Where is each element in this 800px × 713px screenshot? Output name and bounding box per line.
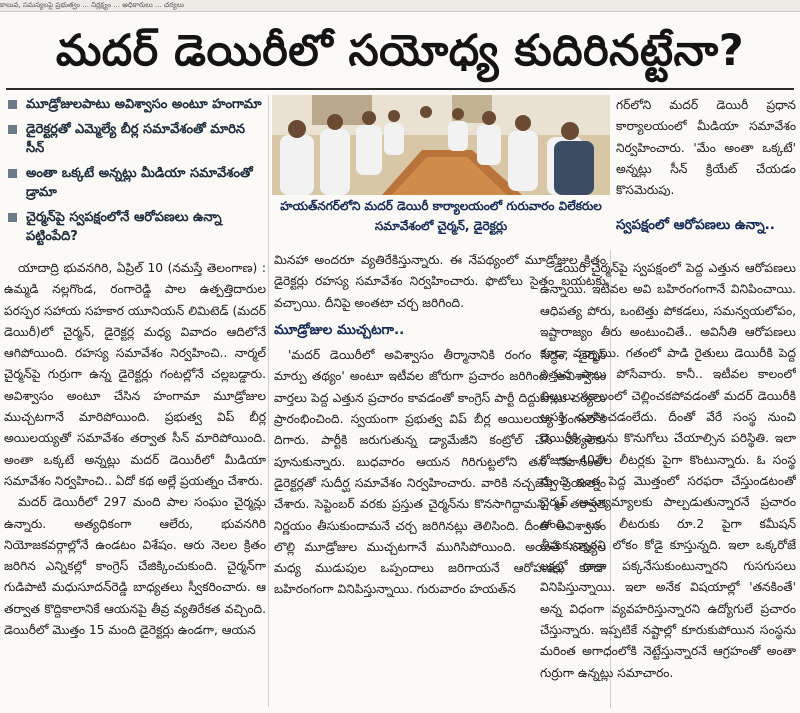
headline: మదర్ డెయిరీలో సయోధ్య కుదిరినట్టేనా? <box>55 26 745 76</box>
paragraph: 'మదర్ డెయిరీలో అవిశ్వాసం తీర్మానానికి రంగం సిద్ధం, చైర్మన్ మార్పు తథ్యం' అంటూ ఇటీవల జోరుగా ప్రచారం జరిగింది. అవిశ్వాసం వార్తలు పెద్ద ఎత్తున ప్రచారం కావడంతో కాంగ్రెస్ పార్టీ దిద్దుబాటు చర్యలు ప్రారంభించింది. స్వయంగా ప్రభుత్వ విప్ బీర్ల అయిలయ్య రంగంలోకి దిగారు. పార్టీకి జరుగుతున్న డ్యామేజీని కంట్రోల్ చేసే చర్యలకు పూనుకున్నారు. బుధవారం ఆయన గిరిగుట్టలోని తన నివాసంలో డైరెక్టర్లతో సుదీర్ఘ సమావేశం నిర్వహించారు. వారికి నచ్చజెప్పే ప్రయత్నం చేశారు. సెప్టెంబర్ వరకు ప్రస్తుత చైర్మన్‌ను కొనసాగిద్దామని, ఆ తర్వాత నిర్ణయం తీసుకుందామనే చర్చ జరిగినట్లు తెలిసింది. దీంతో అవిశ్వాసం లొల్లి మూడ్రోజుల ముచ్చటగానే ముగిసిపోయింది. అయితే సత్యుల మధ్య ముడుపుల ఒప్పందాలు జరిగాయనే ఆరోపణలు కూడా బహిరంగంగా వినిపిస్తున్నాయి. గురువారం హయత్‌న <box>274 348 606 597</box>
bullet-item: డైరెక్టర్లతో ఎమ్మెల్యే బీర్ల సమావేశంతో మారిన సీన్ <box>4 120 266 158</box>
bullet-square-icon <box>8 213 17 222</box>
top-strip: కాలువ, సమస్యలపై ప్రభుత్వం ... నిర్లక్ష్యం ... అధికారులు ... చర్యలు <box>0 0 800 12</box>
bullet-square-icon <box>8 125 17 134</box>
bullet-list <box>4 95 266 252</box>
bullet-square-icon <box>8 169 17 178</box>
bullet-item: మూడ్రోజులపాటు అవిశ్వాసం అంటూ హంగామా <box>4 95 266 114</box>
bullet-square-icon <box>8 100 17 109</box>
paragraph: మదర్ డెయిరీలో 297 మంది పాల సంఘం చైర్మన్లు ఉన్నారు. అత్యధికంగా ఆలేరు, భువనగిరి నియోజకవర్గాల్లోనే ఉండటం విశేషం. ఆరు నెలల క్రితం జరిగిన ఎన్నికల్లో కాంగ్రెస్ చేజిక్కించుకుంది. చైర్మన్‌గా గుడిపాటి మధుసూదన్‌రెడ్డి బాధ్యతలు స్వీకరించారు. ఆ తర్వాత కొద్దికాలానికే ఆయనపై తీవ్ర వ్యతిరేకత వచ్చింది. డెయిరీలో మొత్తం 15 మంది డైరెక్టర్లు ఉండగా, ఆయన <box>4 495 266 638</box>
photo-caption: హయత్‌నగర్‌లోని మదర్ డెయిరీ కార్యాలయంలో గురువారం విలేకరుల సమావేశంలో చైర్మన్, డైరెక్టర్లు <box>280 199 602 233</box>
bullet-item: చైర్మన్‌పై స్వపక్షంలోనే ఆరోపణలు ఉన్నా పట్టింపేది? <box>4 208 266 246</box>
headline-rule <box>6 88 794 90</box>
article-column-1 <box>4 258 266 710</box>
column-divider <box>268 95 269 707</box>
side-subheading: స్వపక్షంలో ఆరోపణలు ఉన్నా.. <box>616 217 775 233</box>
meeting-photo <box>272 95 610 195</box>
subheading: మూడ్రోజుల ముచ్చటగా.. <box>274 321 405 338</box>
paragraph: యాదాద్రి భువనగిరి, ఏప్రిల్ 10 (నమస్తే తెలంగాణ) : ఉమ్మడి నల్లగొండ, రంగారెడ్డి పాల ఉత్పత్తిదారుల పరస్పర సహాయ సహకార యూనియన్ లిమిటెడ్ (మదర్ డెయిరీ)లో చైర్మన్, డైరెక్టర్ల మధ్య వివాదం ఆదిలోనే ఆగిపోయింది. రహస్య సమావేశం నిర్వహించి.. నార్మల్ చైర్మన్‌పై గుర్రుగా ఉన్న డైరెక్టర్లు గంటల్లోనే చల్లబడ్డారు. అవిశ్వాసం అంటూ చేసిన హంగామా మూడ్రోజుల ముచ్చటగానే మారిపోయింది. ప్రభుత్వ విప్ బీర్ల అయిలయ్యతో సమావేశం తర్వాత సీన్ మారిపోయింది. అంతా ఒక్కటే అన్నట్లు మదర్ డెయిరీలో మీడియా సమావేశం నిర్వహించి.. ఏదో కథ అల్లే ప్రయత్నం చేశారు. <box>4 261 266 488</box>
meeting-photo-illustration <box>272 95 610 195</box>
article-column-3 <box>540 258 796 710</box>
paragraph: డెయిరీ చైర్మన్‌పై స్వపక్షంలో పెద్ద ఎత్తున ఆరోపణలు ఉన్నాయి. ఇటీవల అవి బహిరంగంగానే వినిపించాయి. ఆధిపత్య పోరు, ఒంటెత్తు పోకడలు, సమన్వయలోపం, ఇష్టారాజ్యం తీరు అంటుంచితే.. అవినీతి ఆరోపణలు కూడా వచ్చాయి. గతంలో పాడి రైతులు డెయిరీకి పెద్ద ఎత్తున పాలు పోసేవారు. కానీ.. ఇటీవల కాలంలో బిల్లులు సకాలంలో చెల్లించకపోవడంతో మదర్ డెయిరీకి ఆసక్తి చూపించడంలేదు. దీంతో వేరే సంస్థ నుంచి డెయిరీకి పాలను కొనుగోలు చేయాల్సిన పరిస్థితి. ఇలా రోజుకు 40వేల లీటర్లకు పైగా కొంటున్నారు. ఓ సంస్థ నుంచి ఇంత పెద్ద మొత్తంలో సరఫరా చేస్తుండటంతో చైర్మన్ అమ్యామ్యాలకు పాల్పడుతున్నారనే ప్రచారం ఉంది. ఒక లీటరుకు రూ.2 పైగా కమీషన్ తీసుకున్నారని లోకం కోడై కూస్తున్నది. ఇలా ఒక్కరోజే లక్షల్లో దాకా పక్కనేసుకుంటున్నారని గుసగుసలు వినిపిస్తున్నాయి. ఇలా అనేక విషయాల్లో 'తనకింతే' అన్న విధంగా వ్యవహరిస్తున్నారని ఉద్యోగులే ప్రచారం చేస్తున్నారు. ఇప్పటికే నష్టాల్లో కూరుకుపోయిన సంస్థను మరింత అగాధంలోకి నెట్టేస్తున్నారనే ఆగ్రహంతో అంతా గుర్రుగా ఉన్నట్లు సమాచారం. <box>540 261 796 680</box>
bullet-item: అంతా ఒక్కటే అన్నట్లు మీడియా సమావేశంతో డ్రామా <box>4 164 266 202</box>
paragraph: మినహా అందరూ వ్యతిరేకిస్తున్నారు. ఈ నేపథ్యంలో మూడ్రోజుల క్రితం డైరెక్టర్లు రహస్య సమావేశం నిర్వహించారు. ఫొటోలు సైతం బయటకు వచ్చాయి. దీనిపై అంతటా చర్చ జరిగింది. <box>274 253 606 310</box>
paragraph: గర్‌లోని మదర్ డెయిరీ ప్రధాన కార్యాలయంలో మీడియా సమావేశం నిర్వహించారు. 'మేం అంతా ఒక్కటే' అన్నట్లు సీన్ క్రియేట్ చేయడం కొసమెరుపు. <box>616 98 796 198</box>
article-column-3-top <box>616 95 796 210</box>
